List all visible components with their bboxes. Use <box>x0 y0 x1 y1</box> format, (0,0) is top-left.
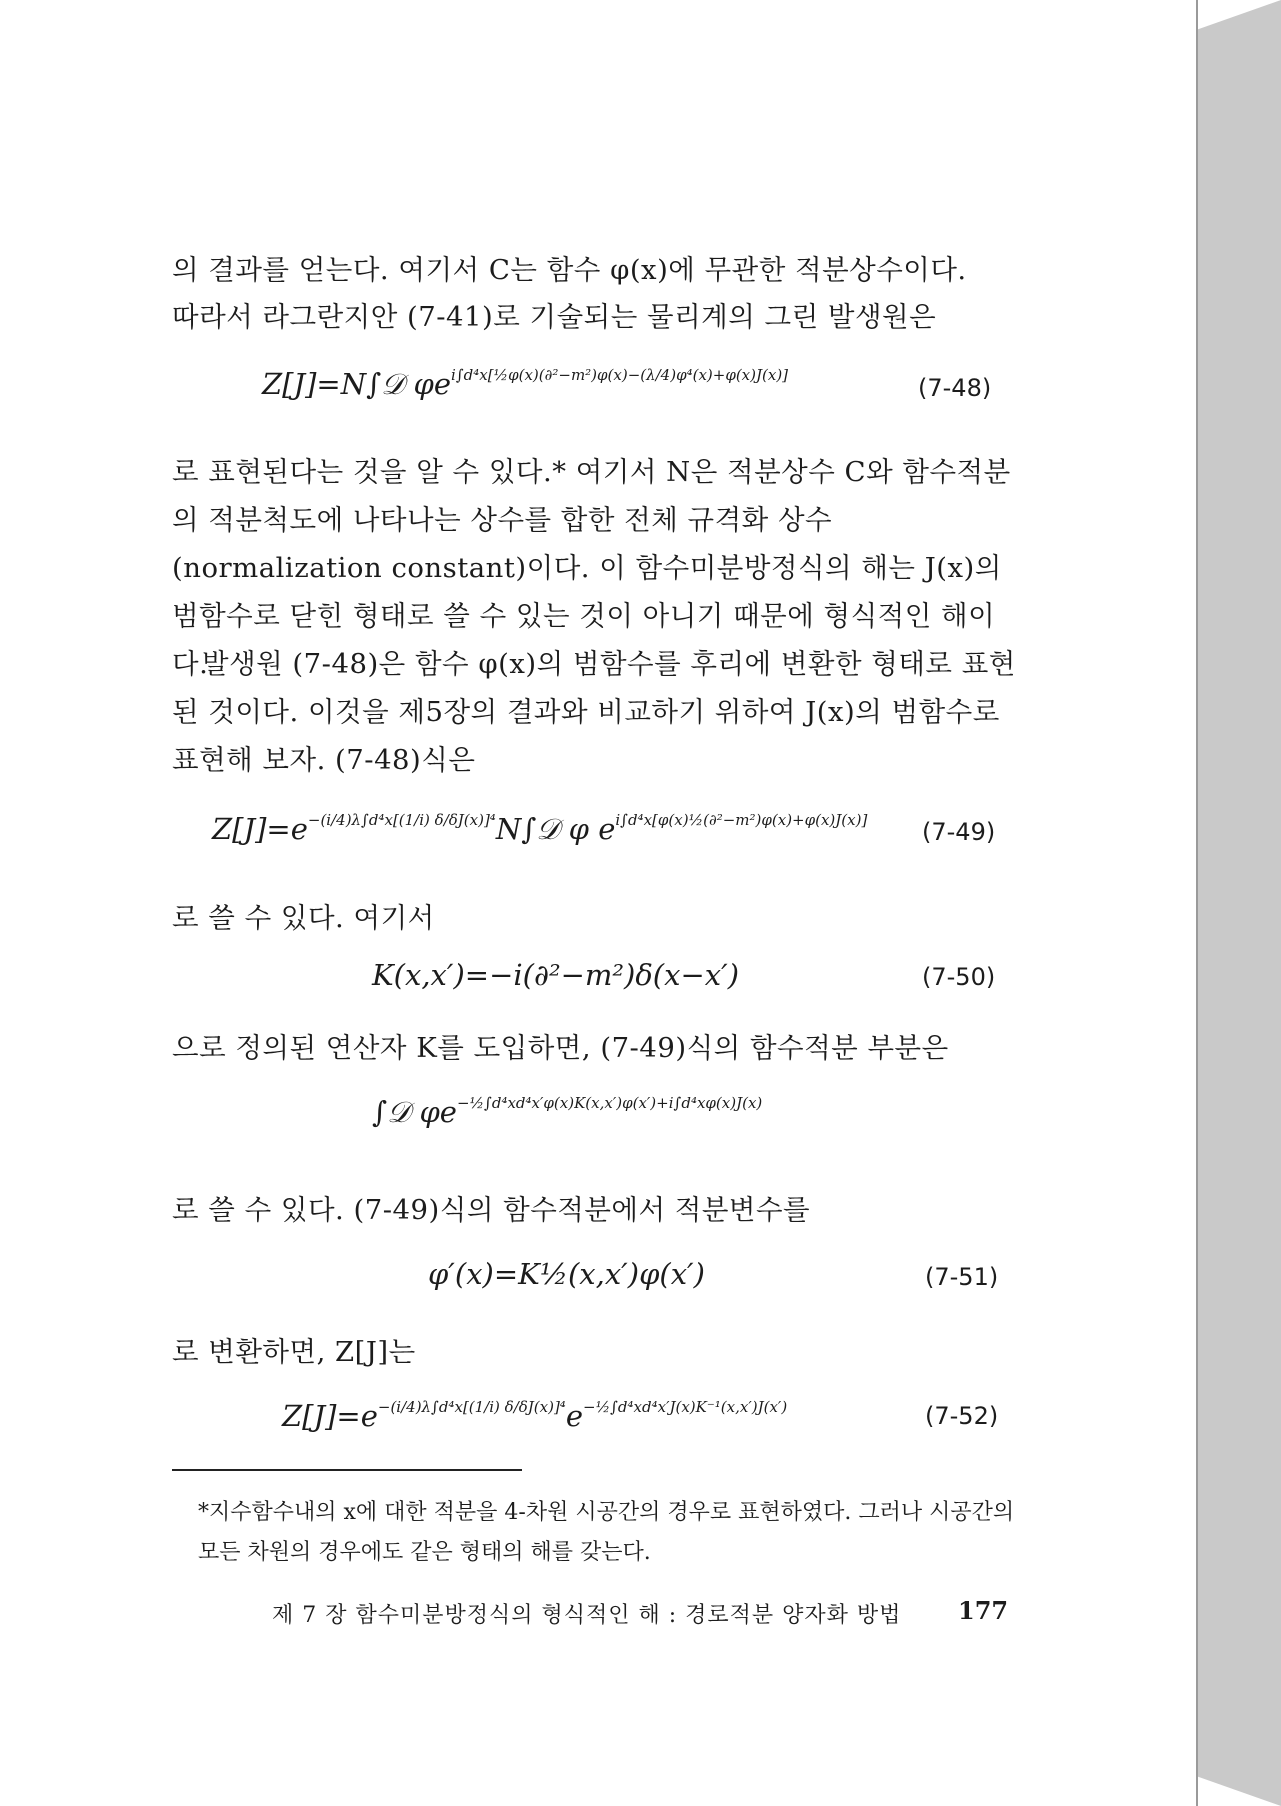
page-edge <box>1196 0 1198 1806</box>
paragraph-generator: 발생원 (7-48)은 함수 φ(x)의 범함수를 후리에 변환한 형태로 표현된 것이다. 이것을 제5장의 결과와 비교하기 위하여 J(x)의 범함수로 표현해 보자. (7-48)식은 <box>172 648 1016 776</box>
eq-number-7-52: (7-52) <box>925 1402 999 1430</box>
spine-top-bevel <box>1196 0 1281 30</box>
paragraph-line-1: 의 결과를 얻는다. 여기서 C는 함수 φ(x)에 무관한 적분상수이다. <box>172 254 967 286</box>
equation-7-51: φ′(x)=K½(x,x′)φ(x′) <box>428 1257 705 1291</box>
equation-7-49 <box>212 811 867 847</box>
equation-7-48 <box>262 366 788 402</box>
paragraph-normalization: 로 표현된다는 것을 알 수 있다.* 여기서 N은 적분상수 C와 함수적분의 적분척도에 나타나는 상수를 합한 전체 규격화 상수(normalization constant)이다. 이 함수미분방정식의 해는 J(x)의 범함수로 닫힌 형태로 쓸 수 있는 것이 아니기 때문에 형식적인 해이다. <box>172 456 1011 680</box>
eq-number-7-50: (7-50) <box>922 963 996 991</box>
paragraph-variable-change: 로 쓸 수 있다. (7-49)식의 함수적분에서 적분변수를 <box>172 1194 811 1226</box>
equation-7-52 <box>282 1398 787 1433</box>
eq49-exponent-1: −(i/4)λ∫d⁴x[(1/i) δ/δJ(x)]⁴ <box>307 811 496 829</box>
paragraph-transform: 로 변환하면, Z[J]는 <box>172 1336 416 1368</box>
eq52-lhs: Z[J]=e <box>282 1399 378 1433</box>
eq48-exponent: i∫d⁴x[½φ(x)(∂²−m²)φ(x)−(λ/4)φ⁴(x)+φ(x)J(x)] <box>451 366 789 384</box>
eq49-lhs: Z[J]=e <box>212 812 308 846</box>
footnote: *지수함수내의 x에 대한 적분을 4-차원 시공간의 경우로 표현하였다. 그러나 시공간의 모든 차원의 경우에도 같은 형태의 해를 갖는다. <box>198 1500 1015 1565</box>
eqk-base: ∫𝒟 φe <box>372 1095 457 1129</box>
spine-bottom-bevel <box>1196 1776 1281 1806</box>
eq48-lhs: Z[J]=N∫𝒟 φe <box>262 367 452 401</box>
running-footer: 제 7 장 함수미분방정식의 형식적인 해 : 경로적분 양자화 방법 <box>272 1603 902 1628</box>
page-number: 177 <box>958 1596 1009 1625</box>
paragraph-line-write: 로 쓸 수 있다. 여기서 <box>172 902 435 934</box>
equation-7-50: K(x,x′)=−i(∂²−m²)δ(x−x′) <box>372 958 740 992</box>
eqk-exponent: −½∫d⁴xd⁴x′φ(x)K(x,x′)φ(x′)+i∫d⁴xφ(x)J(x) <box>456 1094 763 1112</box>
eq52-mid: e <box>565 1399 583 1433</box>
eq49-mid: N∫𝒟 φ e <box>495 812 616 846</box>
eq52-exponent-1: −(i/4)λ∫d⁴x[(1/i) δ/δJ(x)]⁴ <box>377 1398 566 1416</box>
eq-number-7-49: (7-49) <box>922 818 996 846</box>
eq-number-7-48: (7-48) <box>918 374 992 402</box>
book-spine <box>1196 0 1281 1806</box>
eq-number-7-51: (7-51) <box>925 1263 999 1291</box>
eq49-exponent-2: i∫d⁴x[φ(x)½(∂²−m²)φ(x)+φ(x)J(x)] <box>615 811 868 829</box>
eq52-exponent-2: −½∫d⁴xd⁴x′J(x)K⁻¹(x,x′)J(x′) <box>583 1398 788 1416</box>
paragraph-line-2: 따라서 라그란지안 (7-41)로 기술되는 물리계의 그린 발생원은 <box>172 301 937 333</box>
paragraph-operator-k: 으로 정의된 연산자 K를 도입하면, (7-49)식의 함수적분 부분은 <box>172 1032 949 1064</box>
equation-functional-integral <box>372 1094 762 1130</box>
footnote-rule <box>172 1469 522 1471</box>
